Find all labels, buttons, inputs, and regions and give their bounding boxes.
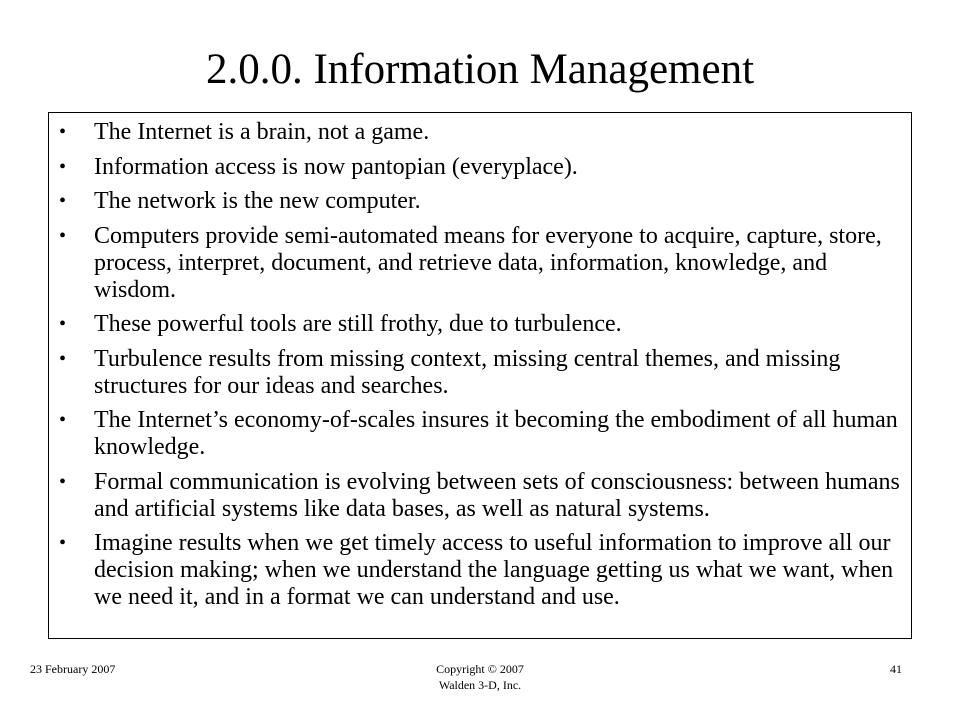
bullet-item	[49, 188, 909, 215]
page-number: 41	[890, 662, 902, 676]
bullet-marker: •	[59, 532, 67, 554]
slide-title: 2.0.0. Information Management	[205, 46, 755, 93]
bullet-item	[49, 530, 909, 611]
bullet-marker: •	[59, 347, 67, 370]
bullet-text: Information access is now pantopian (everyplace).	[94, 153, 578, 180]
bullet-text: Imagine results when we get timely access to useful information to improve all our decision making; when we understand the language getting us what we want, when we need it, and in a format we can understand and use.	[94, 530, 894, 610]
bullet-item	[49, 154, 909, 181]
bullet-marker: •	[59, 313, 67, 335]
footer-copyright	[380, 661, 580, 693]
bullet-item	[49, 223, 909, 304]
bullet-text: Computers provide semi-automated means for everyone to acquire, capture, store, process, interpret, document, and retrieve data, information, knowledge, and wisdom.	[94, 222, 882, 303]
bullet-marker: •	[59, 155, 67, 178]
bullet-marker: •	[59, 409, 67, 431]
bullet-marker: •	[59, 121, 67, 143]
bullet-list	[49, 119, 909, 619]
bullet-text: These powerful tools are still frothy, due to turbulence.	[94, 311, 622, 337]
copyright-line: Copyright © 2007	[436, 662, 524, 676]
bullet-text: The network is the new computer.	[94, 188, 421, 214]
bullet-text: Formal communication is evolving between sets of consciousness: between humans and artificial systems like data bases, as well as natural systems.	[94, 468, 900, 522]
bullet-text: Turbulence results from missing context, missing central themes, and missing structures for our ideas and searches.	[94, 345, 841, 399]
footer-date: 23 February 2007	[30, 662, 116, 676]
bullet-item	[49, 346, 909, 400]
bullet-marker: •	[59, 470, 67, 493]
bullet-marker: •	[59, 224, 67, 247]
bullet-item	[49, 407, 909, 461]
bullet-item	[49, 311, 909, 338]
bullet-text: The Internet is a brain, not a game.	[94, 119, 430, 145]
bullet-item	[49, 469, 909, 523]
content-box	[48, 112, 912, 639]
bullet-text: The Internet’s economy-of-scales insures it becoming the embodiment of all human knowledge.	[94, 407, 898, 460]
bullet-item	[49, 119, 909, 146]
company-name: Walden 3-D, Inc.	[438, 678, 522, 692]
bullet-marker: •	[59, 190, 67, 212]
